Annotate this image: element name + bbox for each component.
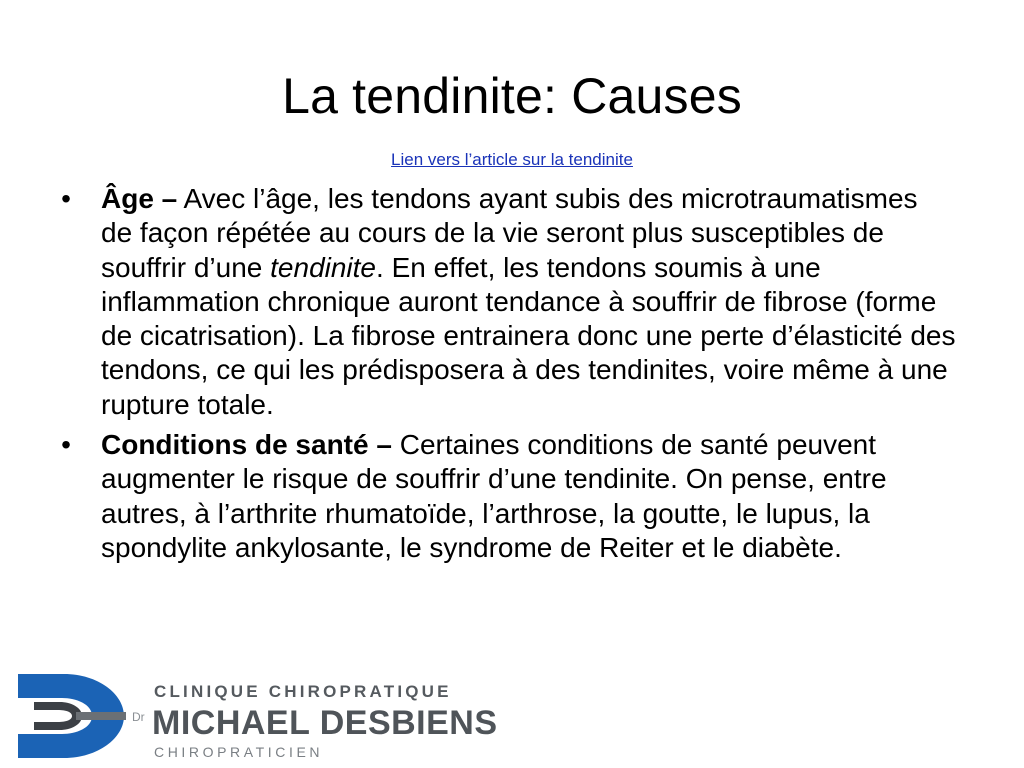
logo-title-text: CHIROPRATICIEN xyxy=(154,744,324,760)
logo-dr-prefix: Dr xyxy=(132,710,145,724)
logo-clinic-text: CLINIQUE CHIROPRATIQUE xyxy=(154,682,452,701)
bullet-item-age xyxy=(56,182,956,422)
bullet-text: Avec l’âge, les tendons ayant subis des microtraumatismes de façon répétée au cours de la vie seront plus susceptibles de souffrir d’une xyxy=(101,183,918,283)
bullet-list xyxy=(56,182,956,571)
bullet-label: Âge – xyxy=(101,183,178,214)
article-link[interactable]: Lien vers l’article sur la tendinite xyxy=(391,150,633,169)
slide-title: La tendinite: Causes xyxy=(282,68,742,124)
clinic-logo xyxy=(16,670,516,762)
bullet-marker: • xyxy=(61,429,71,461)
bullet-marker: • xyxy=(61,183,71,214)
bullet-text: . En effet, les tendons soumis à une inflammation chronique auront tendance à souffrir de fibrose (forme de cicatrisation). La fibrose entrainera donc une perte d’élasticité des tendons, ce qui les prédisposera à des tendinites, voire même à une rupture totale. xyxy=(101,251,956,420)
bullet-label: Conditions de santé – xyxy=(101,429,392,461)
bullet-text: Certaines conditions de santé peuvent augmenter le risque de souffrir d’une tendinite. On pense, entre autres, à l’arthrite rhumatoïde, l’arthrose, la goutte, le lupus, la spondylite ankylosante, le syndrome de Reiter et le diabète. xyxy=(101,429,887,563)
bullet-emphasis: tendinite xyxy=(270,251,377,283)
logo-d-mark-icon xyxy=(16,672,126,760)
logo-name-text: MICHAEL DESBIENS xyxy=(152,704,498,742)
bullet-item-conditions xyxy=(56,428,956,565)
